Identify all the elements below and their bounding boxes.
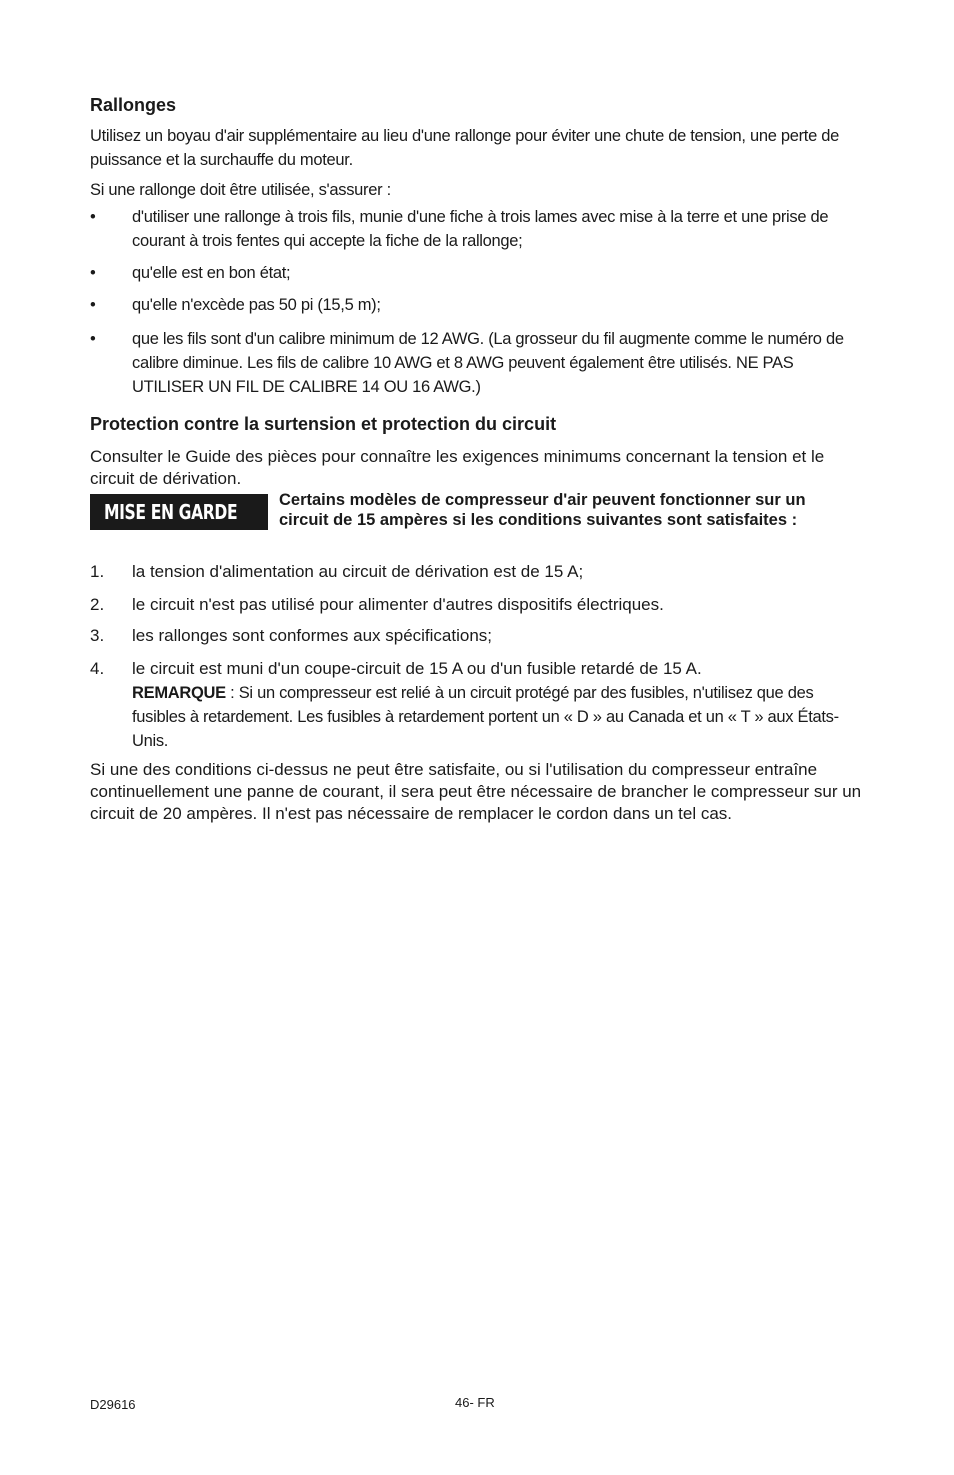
note-paragraph — [132, 681, 867, 753]
warning-badge — [90, 494, 268, 530]
section-heading-rallonges: Rallonges — [90, 95, 177, 115]
document-number: D29616 — [90, 1397, 136, 1412]
item-number: 1. — [90, 562, 105, 581]
item-text: le circuit n'est pas utilisé pour alimenter d'autres dispositifs électriques. — [132, 595, 664, 614]
page-number: 46- FR — [455, 1395, 495, 1410]
item-text: le circuit est muni d'un coupe-circuit de 15 A ou d'un fusible retardé de 15 A. — [132, 659, 702, 678]
warning-label: MISE EN GARDE — [104, 500, 238, 524]
closing-paragraph: Si une des conditions ci-dessus ne peut être satisfaite, ou si l'utilisation du compresseur entraîne continuellement une panne de courant, il sera peut être nécessaire de brancher le compresseur sur un circuit de 20 ampères. Il n'est pas nécessaire de remplacer le cordon dans un tel cas. — [90, 760, 862, 823]
bullet-marker: • — [90, 264, 96, 282]
item-text: la tension d'alimentation au circuit de dérivation est de 15 A; — [132, 562, 584, 581]
bullet-text: qu'elle n'excède pas 50 pi (15,5 m); — [132, 296, 381, 314]
bullet-text: qu'elle est en bon état; — [132, 264, 291, 282]
rallonges-lead: Si une rallonge doit être utilisée, s'assurer : — [90, 181, 391, 199]
section-heading-protection: Protection contre la surtension et protection du circuit — [90, 414, 557, 434]
protection-intro: Consulter le Guide des pièces pour connaître les exigences minimums concernant la tension et le circuit de dérivation. — [90, 447, 825, 488]
bullet-marker: • — [90, 330, 96, 348]
bullet-marker: • — [90, 208, 96, 226]
bullet-text: d'utiliser une rallonge à trois fils, munie d'une fiche à trois lames avec mise à la terre et une prise de courant à trois fentes qui accepte la fiche de la rallonge; — [132, 208, 829, 250]
item-number: 3. — [90, 626, 105, 645]
rallonges-intro: Utilisez un boyau d'air supplémentaire au lieu d'une rallonge pour éviter une chute de tension, une perte de puissance et la surchauffe du moteur. — [90, 127, 839, 169]
item-text: les rallonges sont conformes aux spécifications; — [132, 626, 493, 645]
bullet-marker: • — [90, 296, 96, 314]
bullet-text: que les fils sont d'un calibre minimum de 12 AWG. (La grosseur du fil augmente comme le numéro de calibre diminue. Les fils de calibre 10 AWG et 8 AWG peuvent également être utilisés. NE PAS UTILISER UN FIL DE CALIBRE 14 OU 16 AWG.) — [132, 330, 844, 396]
item-number: 2. — [90, 595, 105, 614]
note-text: : Si un compresseur est relié à un circuit protégé par des fusibles, n'utilisez que des fusibles à retardement. Les fusibles à retardement portent un « D » au Canada et un « T » aux États-Unis. — [132, 684, 839, 750]
item-number: 4. — [90, 659, 105, 678]
note-label: REMARQUE — [132, 684, 226, 702]
warning-text: Certains modèles de compresseur d'air peuvent fonctionner sur un circuit de 15 ampères si les conditions suivantes sont satisfaites : — [279, 491, 806, 529]
